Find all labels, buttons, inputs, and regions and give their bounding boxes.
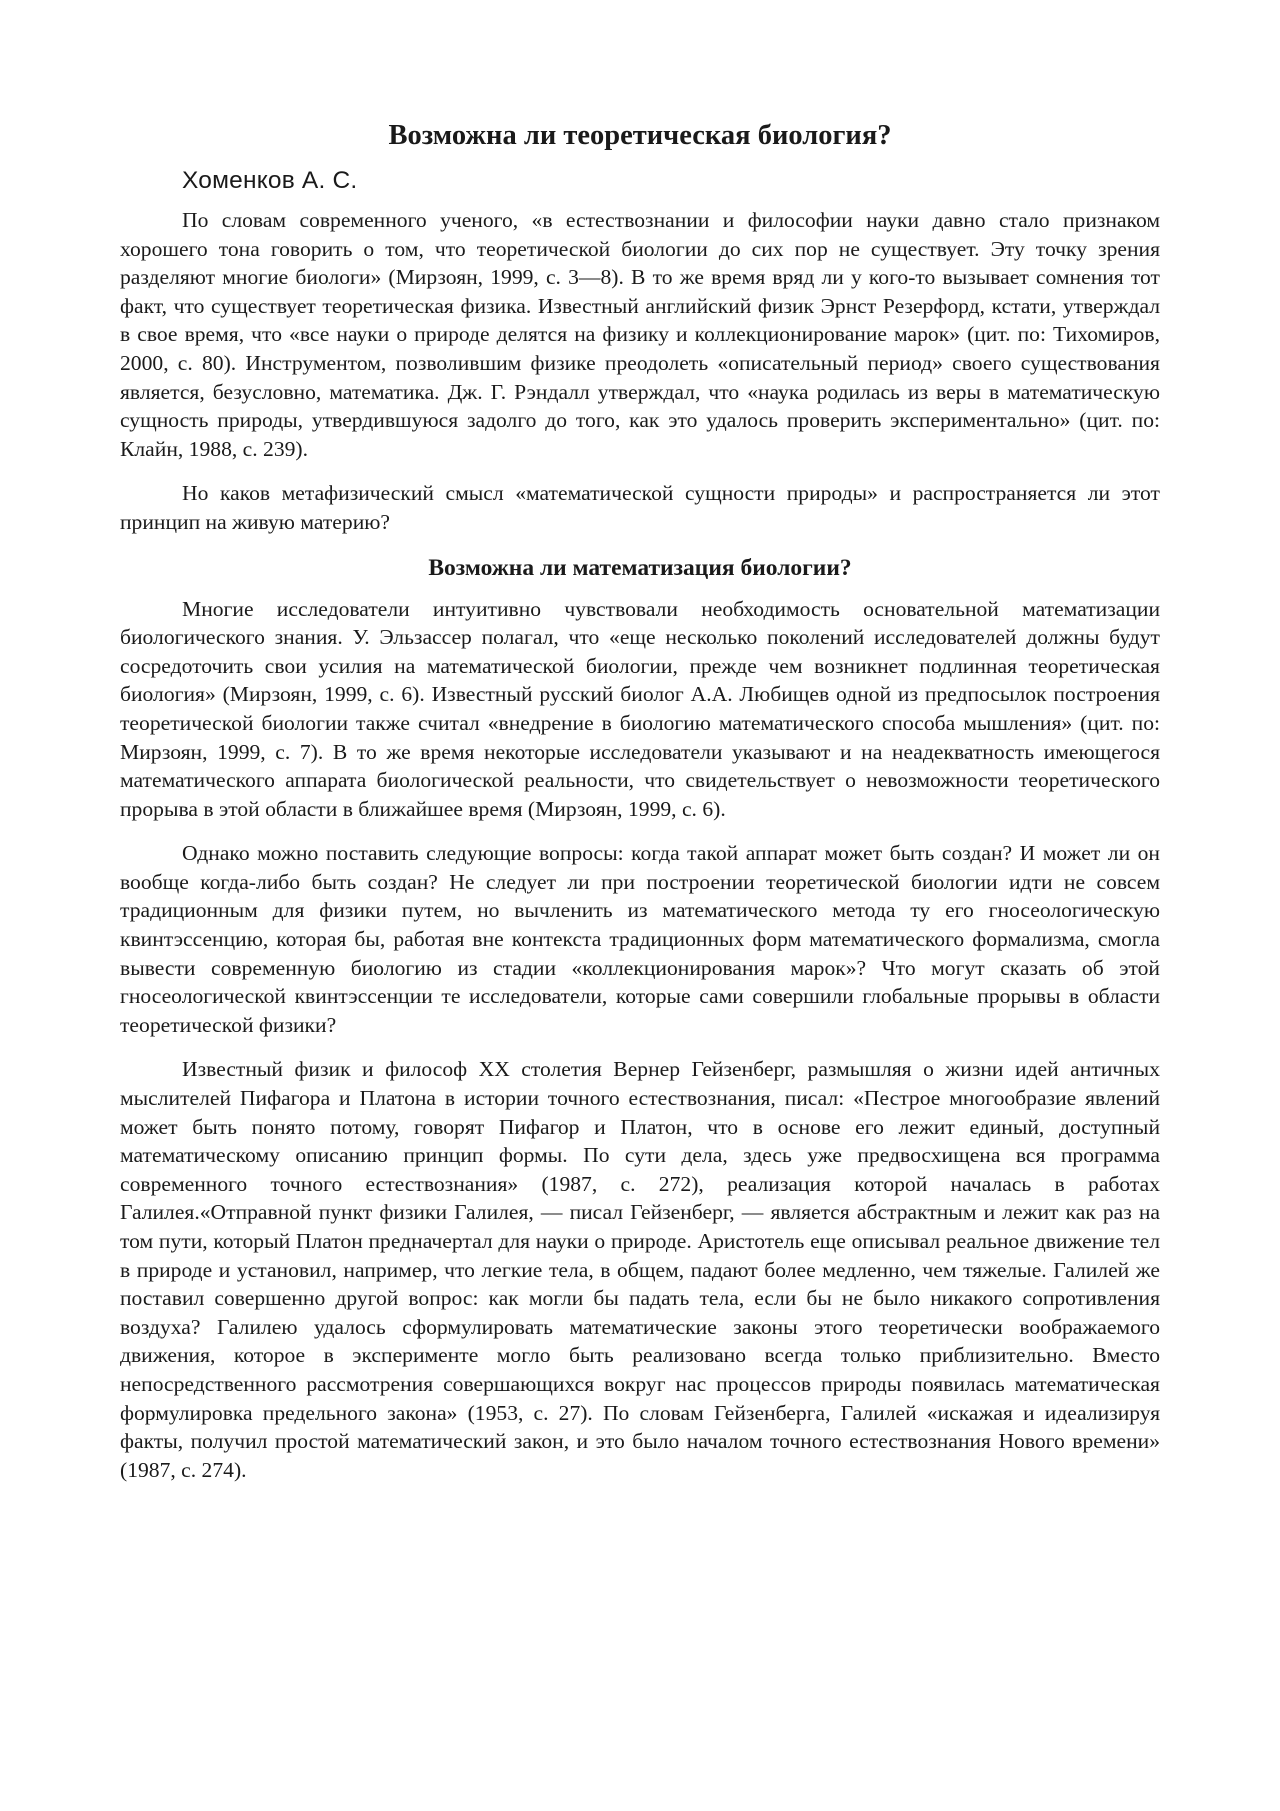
document-body	[120, 118, 1160, 1500]
author-name: Хоменков А. С.	[182, 167, 358, 194]
paragraph-questions: Однако можно поставить следующие вопросы: когда такой аппарат может быть создан? И может ли он вообще когда-либо быть создан? Не следует ли при построении теоретической биологии идти не совсем традиционным для физики путем, но вычленить из математического метода ту его гносеологическую квинтэссенцию, которая бы, работая вне контекста традиционных форм математического формализма, смогла вывести современную биологию из стадии «коллекционирования марок»? Что могут сказать об этой гносеологической квинтэссенции те исследователи, которые сами совершили глобальные прорывы в области теоретической физики?	[120, 841, 1160, 1037]
section-heading: Возможна ли математизация биологии?	[428, 554, 852, 581]
page-title: Возможна ли теоретическая биология?	[388, 120, 892, 151]
paragraph-heisenberg: Известный физик и философ XX столетия Вернер Гейзенберг, размышляя о жизни идей античных мыслителей Пифагора и Платона в истории точного естествознания, писал: «Пестрое многообразие явлений может быть понято потому, говорят Пифагор и Платон, что в основе его лежит единый, доступный математическому описанию принцип формы. По сути дела, здесь уже предвосхищена вся программа современного точного естествознания» (1987, с. 272), реализация которой началась в работах Галилея.«Отправной пункт физики Галилея, — писал Гейзенберг, — является абстрактным и лежит как раз на том пути, который Платон предначертал для науки о природе. Аристотель еще описывал реальное движение тел в природе и установил, например, что легкие тела, в общем, падают более медленно, чем тяжелые. Галилей же поставил совершенно другой вопрос: как могли бы падать тела, если бы не было никакого сопротивления воздуха? Галилею удалось сформулировать математические законы этого теоретически воображаемого движения, которое в эксперименте могло быть реализовано всегда только приблизительно. Вместо непосредственного рассмотрения совершающихся вокруг нас процессов природы появилась математическая формулировка предельного закона» (1953, с. 27). По словам Гейзенберга, Галилей «искажая и идеализируя факты, получил простой математический закон, и это было началом точного естествознания Нового времени» (1987, с. 274).	[120, 1057, 1160, 1482]
paragraph-question: Но каков метафизический смысл «математической сущности природы» и распространяется ли этот принцип на живую материю?	[120, 481, 1160, 534]
paragraph-mathematization: Многие исследователи интуитивно чувствовали необходимость основательной математизации биологического знания. У. Эльзассер полагал, что «еще несколько поколений исследователей должны будут сосредоточить свои усилия на математической биологии, прежде чем возникнет подлинная теоретическая биология» (Мирзоян, 1999, с. 6). Известный русский биолог А.А. Любищев одной из предпосылок построения теоретической биологии также считал «внедрение в биологию математического способа мышления» (цит. по: Мирзоян, 1999, с. 7). В то же время некоторые исследователи указывают и на неадекватность имеющегося математического аппарата биологической реальности, что свидетельствует о невозможности теоретического прорыва в этой области в ближайшее время (Мирзоян, 1999, с. 6).	[120, 596, 1160, 821]
paragraph-intro: По словам современного ученого, «в естествознании и философии науки давно стало признаком хорошего тона говорить о том, что теоретической биологии до сих пор не существует. Эту точку зрения разделяют многие биологи» (Мирзоян, 1999, с. 3—8). В то же время вряд ли у кого-то вызывает сомнения тот факт, что существует теоретическая физика. Известный английский физик Эрнст Резерфорд, кстати, утверждал в свое время, что «все науки о природе делятся на физику и коллекционирование марок» (цит. по: Тихомиров, 2000, с. 80). Инструментом, позволившим физике преодолеть «описательный период» своего существования является, безусловно, математика. Дж. Г. Рэндалл утверждал, что «наука родилась из веры в математическую сущность природы, утвердившуюся задолго до того, как это удалось проверить экспериментально» (цит. по: Клайн, 1988, с. 239).	[120, 208, 1160, 461]
